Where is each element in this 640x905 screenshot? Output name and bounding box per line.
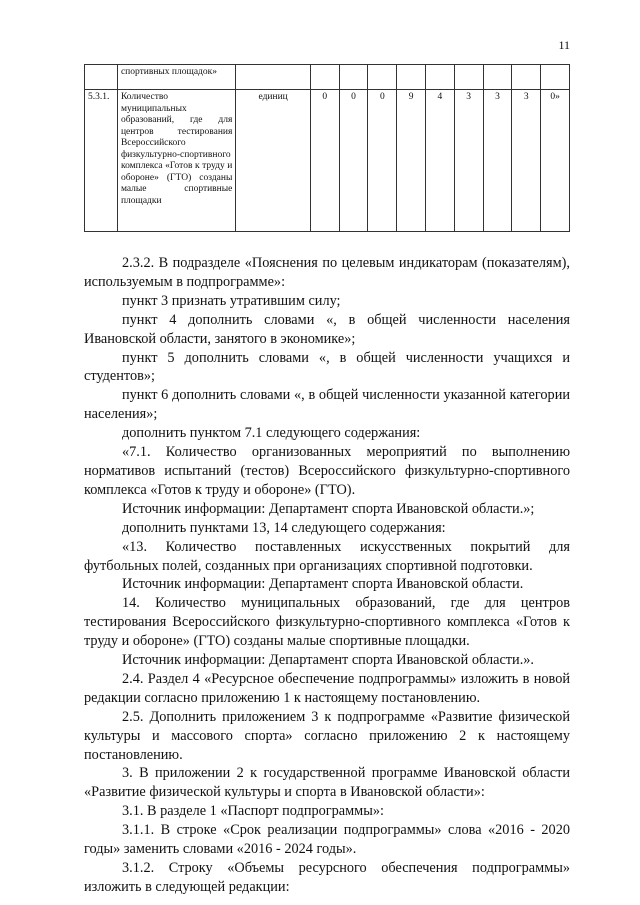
table-cell-value: 3	[454, 90, 483, 232]
paragraph: 14. Количество муниципальных образований, где для центров тестирования Всероссийского физкультурно-спортивного комплекса «Готов к труду и обороне» (ГТО) созданы малые спортивные площадки.	[84, 595, 570, 650]
table-cell	[397, 65, 426, 90]
table-cell-name: Количество муниципальных образований, где для центров тестирования Всероссийского физкультурно-спортивного комплекса «Готов к труду и обороне» (ГТО) созданы малые спортивные площадки	[117, 90, 235, 232]
paragraph: Источник информации: Департамент спорта Ивановской области.»;	[122, 500, 535, 517]
table-cell	[483, 65, 512, 90]
paragraph: «13. Количество поставленных искусственных покрытий для футбольных полей, созданных при организациях спортивной подготовки.	[84, 538, 570, 574]
table-cell	[541, 65, 570, 90]
paragraph: пункт 5 дополнить словами «, в общей численности учащихся и студентов»;	[84, 349, 570, 385]
paragraph: 2.3.2. В подразделе «Пояснения по целевым индикаторам (показателям), используемым в подпрограмме»:	[84, 255, 570, 290]
table-cell	[426, 65, 455, 90]
page-number: 11	[558, 38, 570, 52]
paragraph: 3. В приложении 2 к государственной программе Ивановской области «Развитие физической культуры и спорта в Ивановской области»:	[84, 765, 570, 801]
paragraph: Источник информации: Департамент спорта Ивановской области.	[122, 576, 524, 593]
paragraph: «7.1. Количество организованных мероприятий по выполнению нормативов испытаний (тестов) Всероссийского физкультурно-спортивного комплекса «Готов к труду и обороне» (ГТО).	[84, 444, 570, 498]
paragraph: 2.4. Раздел 4 «Ресурсное обеспечение подпрограммы» изложить в новой редакции согласно приложению 1 к настоящему постановлению.	[84, 670, 570, 706]
table-cell-value: 0	[310, 90, 339, 232]
table-cell-value: 0	[368, 90, 397, 232]
paragraph: пункт 4 дополнить словами «, в общей численности населения Ивановской области, занятого в экономике»;	[84, 311, 570, 347]
document-body	[84, 254, 570, 897]
table-cell	[368, 65, 397, 90]
table-cell	[339, 65, 368, 90]
table-cell-value: 3	[483, 90, 512, 232]
table-cell	[454, 65, 483, 90]
paragraph: пункт 6 дополнить словами «, в общей численности указанной категории населения»;	[84, 387, 570, 423]
paragraph: дополнить пунктами 13, 14 следующего содержания:	[122, 519, 446, 536]
table-cell-value: 3	[512, 90, 541, 232]
table-cell	[310, 65, 339, 90]
paragraph: 2.5. Дополнить приложением 3 к подпрограмме «Развитие физической культуры и массового спорта» согласно приложению 2 к настоящему постановлению.	[84, 708, 570, 763]
table-cell-value: 9	[397, 90, 426, 232]
indicator-table	[84, 64, 570, 232]
table-row	[85, 65, 570, 90]
paragraph: 3.1. В разделе 1 «Паспорт подпрограммы»:	[122, 803, 384, 820]
paragraph: дополнить пунктом 7.1 следующего содержания:	[122, 425, 421, 442]
table-cell-number: 5.3.1.	[85, 90, 118, 232]
paragraph: пункт 3 признать утратившим силу;	[122, 292, 341, 309]
table-row	[85, 90, 570, 232]
paragraph: 3.1.2. Строку «Объемы ресурсного обеспечения подпрограммы» изложить в следующей редакции:	[84, 860, 570, 895]
table-cell	[512, 65, 541, 90]
table-cell-value: 4	[426, 90, 455, 232]
table-cell	[236, 65, 311, 90]
paragraph: 3.1.1. В строке «Срок реализации подпрограммы» слова «2016 - 2020 годы» заменить словами «2016 - 2024 годы».	[84, 822, 570, 858]
table-cell-value: 0»	[541, 90, 570, 232]
table-cell	[85, 65, 118, 90]
table-cell-name: спортивных площадок»	[117, 65, 235, 90]
table-cell-unit: единиц	[236, 90, 311, 232]
table-cell-value: 0	[339, 90, 368, 232]
paragraph: Источник информации: Департамент спорта Ивановской области.».	[122, 652, 534, 669]
